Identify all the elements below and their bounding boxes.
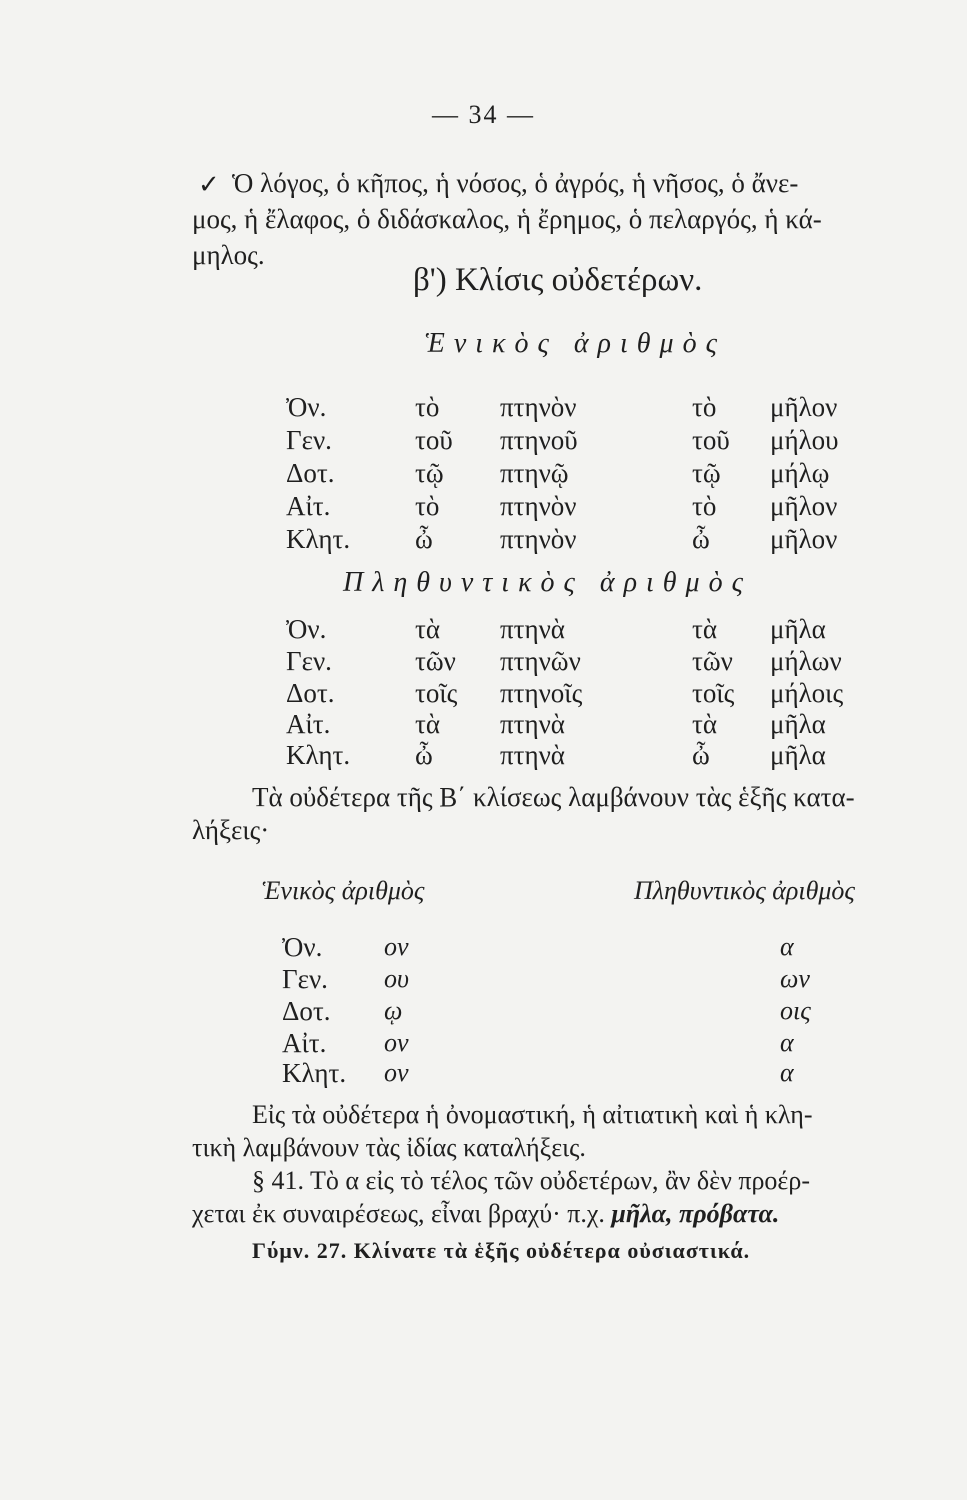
check-mark-icon: ✓ [198, 170, 220, 199]
case-label: Αἰτ. [286, 709, 331, 739]
noun-form: πτηνὰ [500, 709, 565, 739]
para-section-41-line-1: § 41. Τὸ α εἰς τὸ τέλος τῶν οὐδετέρων, ἂν δὲν προέρ- [252, 1166, 810, 1195]
case-label: Δοτ. [286, 458, 335, 488]
noun-form: πτηνὸν [500, 392, 577, 422]
article: τῶν [692, 646, 733, 676]
plural-ending: ων [780, 964, 810, 993]
article: τὸ [692, 392, 717, 422]
case-label: Ὀν. [282, 932, 323, 962]
noun-form: μήλῳ [770, 458, 830, 488]
singular-ending: ου [384, 964, 409, 993]
article: τοῖς [415, 678, 458, 708]
article: τοῦ [692, 425, 730, 455]
case-label: Γεν. [286, 425, 332, 455]
exercise-line-2: μος, ἡ ἔλαφος, ὁ διδάσκαλος, ἡ ἔρημος, ὁ πελαργός, ἡ κά- [192, 204, 822, 234]
article: τὰ [415, 614, 440, 644]
article: τὸ [692, 491, 717, 521]
noun-form: πτηνῶν [500, 646, 581, 676]
case-label: Αἰτ. [282, 1028, 327, 1058]
article: τῷ [692, 458, 721, 488]
article: ὦ [415, 740, 433, 770]
noun-form: πτηνὸν [500, 491, 577, 521]
article: τὸ [415, 392, 440, 422]
noun-form: μῆλον [770, 491, 838, 521]
article: τοῦ [415, 425, 453, 455]
noun-form: μῆλα [770, 709, 826, 739]
para-section-41-text: χεται ἐκ συναιρέσεως, εἶναι βραχύ· π.χ. [192, 1199, 612, 1228]
page-number: — 34 — [432, 100, 535, 129]
para-same-endings-line-2: τικὴ λαμβάνουν τὰς ἰδίας καταλήξεις. [192, 1133, 586, 1162]
article: τὰ [692, 614, 717, 644]
article: ὦ [415, 524, 433, 554]
plural-ending: α [780, 932, 794, 961]
article: τοῖς [692, 678, 735, 708]
case-label: Ὀν. [286, 392, 327, 422]
plural-ending: οις [780, 996, 811, 1025]
noun-form: πτηνοῖς [500, 678, 583, 708]
noun-form: μῆλα [770, 614, 826, 644]
noun-form: πτηνὰ [500, 614, 565, 644]
noun-form: μῆλα [770, 740, 826, 770]
noun-form: πτηνῷ [500, 458, 569, 488]
singular-ending: ον [384, 932, 409, 961]
singular-heading: Ἑνικὸς ἀριθμὸς [425, 328, 726, 359]
section-heading: β') Κλίσις οὐδετέρων. [413, 262, 703, 298]
noun-form: πτηνὸν [500, 524, 577, 554]
noun-form: πτηνὰ [500, 740, 565, 770]
endings-plural-label: Πληθυντικὸς ἀριθμὸς [634, 876, 855, 905]
para-endings-line-1: Τὰ οὐδέτερα τῆς Β΄ κλίσεως λαμβάνουν τὰς ἑξῆς κατα- [252, 782, 855, 812]
noun-form: μήλου [770, 425, 839, 455]
article: τῷ [415, 458, 444, 488]
exercise-line-1: Ὁ λόγος, ὁ κῆπος, ἡ νόσος, ὁ ἀγρός, ἡ νῆσος, ὁ ἄνε- [232, 168, 799, 198]
case-label: Κλητ. [286, 740, 351, 770]
plural-heading: Πληθυντικὸς ἀριθμὸς [343, 567, 752, 598]
noun-form: μήλοις [770, 678, 844, 708]
singular-ending: ον [384, 1028, 409, 1057]
para-section-41-line-2 [192, 1199, 779, 1229]
plural-ending: α [780, 1058, 794, 1087]
para-same-endings-line-1: Εἰς τὰ οὐδέτερα ἡ ὀνομαστική, ἡ αἰτιατικὴ καὶ ἡ κλη- [252, 1100, 813, 1129]
article: ὦ [692, 740, 710, 770]
case-label: Ὀν. [286, 614, 327, 644]
endings-singular-label: Ἑνικὸς ἀριθμὸς [262, 876, 425, 905]
article: ὦ [692, 524, 710, 554]
case-label: Δοτ. [282, 996, 331, 1026]
case-label: Δοτ. [286, 678, 335, 708]
exercise-footer: Γύμν. 27. Κλίνατε τὰ ἑξῆς οὐδέτερα οὐσιαστικά. [252, 1238, 751, 1263]
singular-ending: ῳ [384, 996, 403, 1025]
case-label: Γεν. [286, 646, 332, 676]
plural-ending: α [780, 1028, 794, 1057]
noun-form: μῆλον [770, 392, 838, 422]
exercise-line-3: μηλος. [192, 240, 265, 270]
singular-ending: ον [384, 1058, 409, 1087]
article: τῶν [415, 646, 456, 676]
noun-form: μήλων [770, 646, 842, 676]
case-label: Αἰτ. [286, 491, 331, 521]
noun-form: μῆλον [770, 524, 838, 554]
article: τὰ [692, 709, 717, 739]
para-endings-line-2: λήξεις· [192, 815, 270, 845]
case-label: Γεν. [282, 964, 328, 994]
article: τὰ [415, 709, 440, 739]
article: τὸ [415, 491, 440, 521]
case-label: Κλητ. [282, 1058, 347, 1088]
example-words: μῆλα, πρόβατα. [611, 1199, 780, 1228]
case-label: Κλητ. [286, 524, 351, 554]
noun-form: πτηνοῦ [500, 425, 578, 455]
